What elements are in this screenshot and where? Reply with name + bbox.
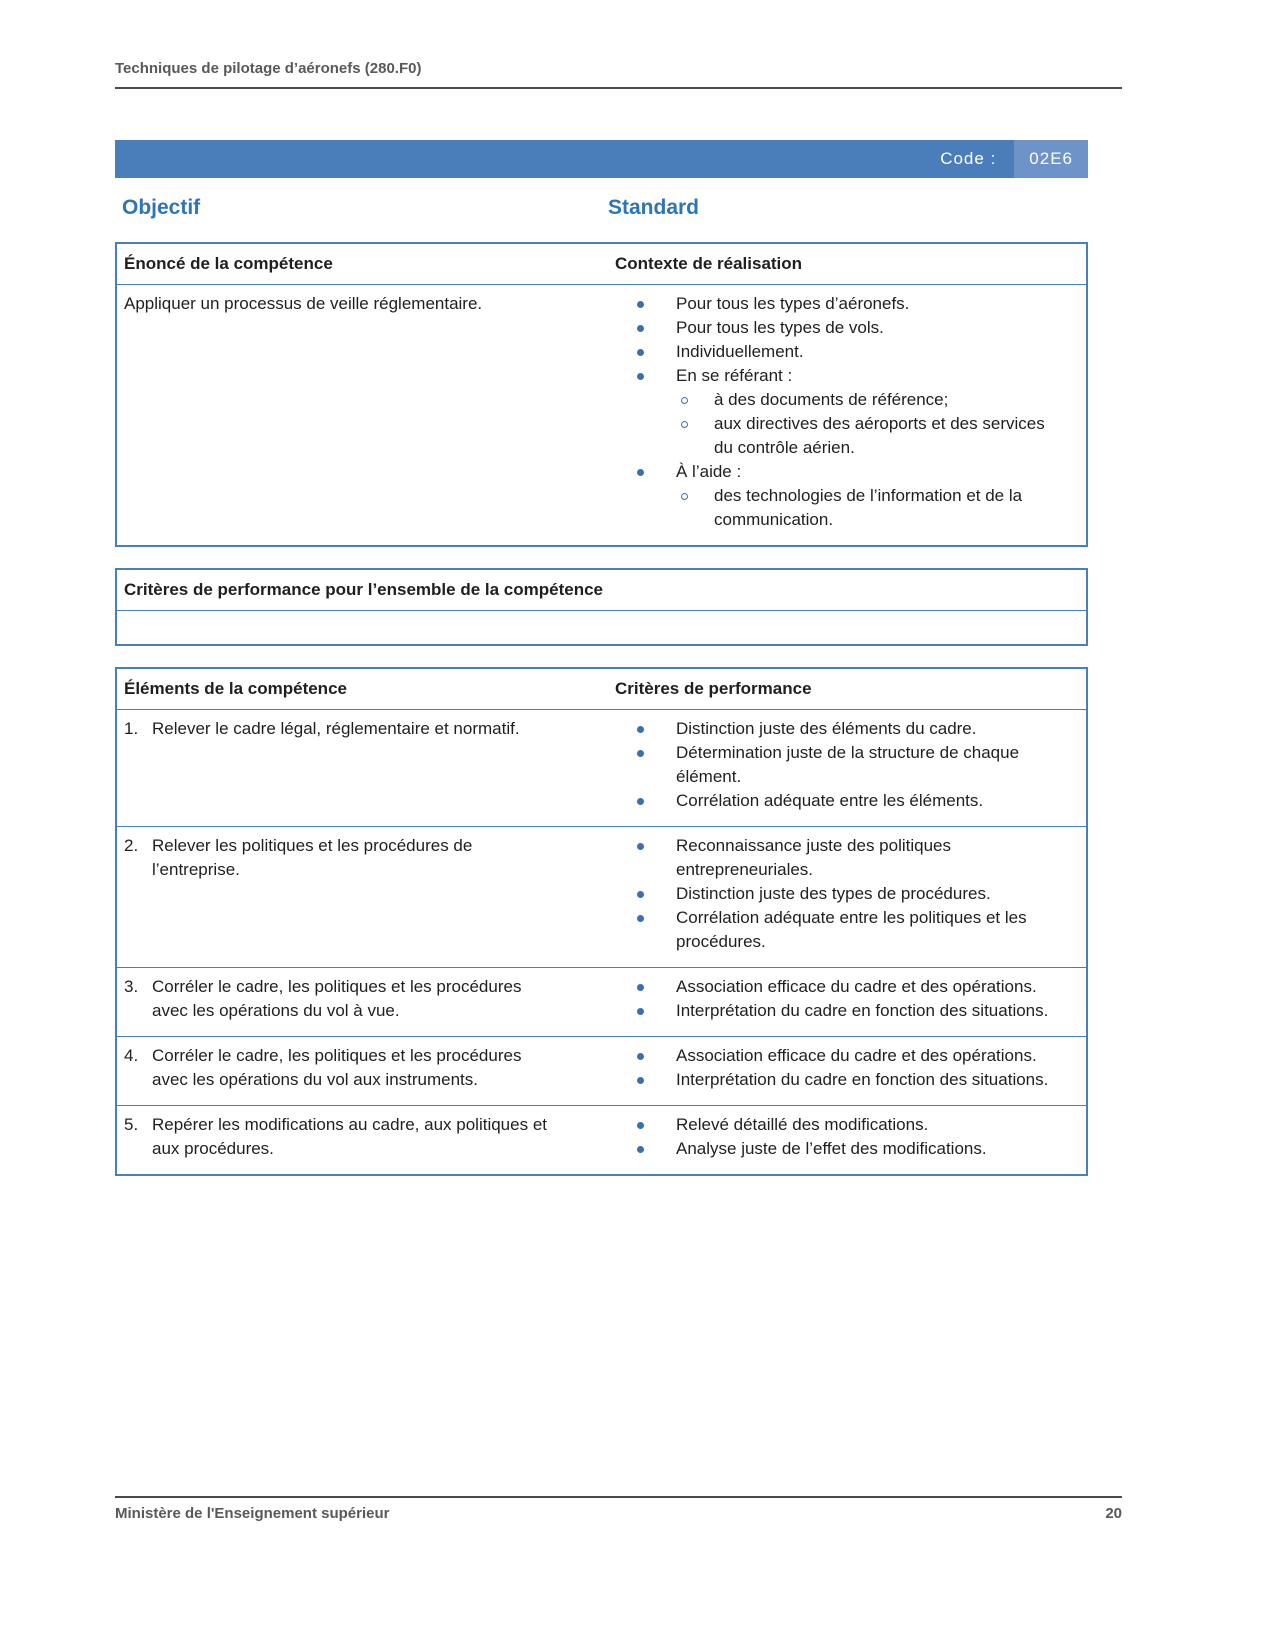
running-header [115,60,1122,89]
competence-table-header-row [117,244,1086,285]
bullet-item [608,364,1086,388]
page-content [115,0,1122,1176]
bullet-text: Interprétation du cadre en fonction des situations. [676,1001,1049,1020]
disc-bullet-icon [637,798,644,805]
bullet-item [608,741,1086,789]
item-text: Relever les politiques et les procédures de l’entreprise. [152,836,473,879]
bullet-text: aux directives des aéroports et des services du contrôle aérien. [714,414,1045,457]
sub-bullet-item [608,412,1086,460]
competence-table-left-header: Énoncé de la compétence [124,254,333,273]
disc-bullet-icon [637,469,644,476]
numbered-item [117,975,608,1023]
objectif-heading: Objectif [122,196,201,219]
bullet-text: Reconnaissance juste des politiques entrepreneuriales. [676,836,952,879]
disc-bullet-icon [637,1053,644,1060]
criteria-cell [608,834,1086,954]
criteria-cell [608,1113,1086,1161]
element-cell [117,1044,608,1092]
code-label: Code : [940,149,997,168]
bullet-item [608,789,1086,813]
bullet-text: Relevé détaillé des modifications. [676,1115,929,1134]
bullet-text: En se référant : [676,366,793,385]
elements-table-right-header: Critères de performance [615,679,812,698]
bullet-item [608,1068,1086,1092]
bullet-item [608,316,1086,340]
bullet-item [608,882,1086,906]
bullet-text: Association efficace du cadre et des opérations. [676,977,1037,996]
bullet-text: À l’aide : [676,462,742,481]
bullet-text: Association efficace du cadre et des opérations. [676,1046,1037,1065]
element-cell [117,975,608,1023]
page-footer [115,1496,1122,1523]
criteria-banner [115,568,1088,646]
element-row [117,967,1086,1036]
bullet-text: Distinction juste des éléments du cadre. [676,719,977,738]
bullet-text: des technologies de l’information et de la communication. [714,486,1023,529]
elements-table-left-header: Éléments de la compétence [124,679,347,698]
criteria-cell [608,1044,1086,1092]
competence-table-body-row [117,285,1086,545]
bullet-item [608,292,1086,316]
bullet-text: Corrélation adéquate entre les politiques et les procédures. [676,908,1027,951]
bullet-item [608,999,1086,1023]
criteria-banner-header-row [117,570,1086,611]
element-row [117,710,1086,826]
bullet-item [608,340,1086,364]
bullet-item [608,717,1086,741]
criteria-banner-empty-row [117,611,1086,644]
element-row [117,1105,1086,1174]
criteria-cell [608,717,1086,813]
elements-table [115,667,1088,1176]
criteria-cell [608,975,1086,1023]
disc-bullet-icon [637,984,644,991]
disc-bullet-icon [637,843,644,850]
element-row [117,826,1086,967]
disc-bullet-icon [637,373,644,380]
footer-ministry-label: Ministère de l'Enseignement supérieur [115,1505,390,1522]
bullet-item [608,906,1086,954]
disc-bullet-icon [637,1146,644,1153]
code-value: 02E6 [1014,140,1088,178]
numbered-item [117,717,608,741]
elements-table-header-row [117,669,1086,710]
disc-bullet-icon [637,349,644,356]
disc-bullet-icon [637,301,644,308]
item-text: Repérer les modifications au cadre, aux politiques et aux procédures. [152,1115,547,1158]
disc-bullet-icon [637,325,644,332]
disc-bullet-icon [637,1008,644,1015]
element-cell [117,834,608,954]
bullet-item [608,460,1086,484]
item-text: Corréler le cadre, les politiques et les procédures avec les opérations du vol à vue. [152,977,522,1020]
disc-bullet-icon [637,915,644,922]
bullet-item [608,1113,1086,1137]
element-cell [117,717,608,813]
standard-heading: Standard [608,196,700,219]
item-number: 4. [124,1046,139,1065]
element-row [117,1036,1086,1105]
disc-bullet-icon [637,726,644,733]
bullet-item [608,1044,1086,1068]
bullet-text: Individuellement. [676,342,804,361]
item-number: 1. [124,719,139,738]
numbered-item [117,1113,608,1161]
element-cell [117,1113,608,1161]
circle-bullet-icon [681,397,688,404]
bullet-text: Analyse juste de l’effet des modifications. [676,1139,987,1158]
disc-bullet-icon [637,1122,644,1129]
bullet-text: Détermination juste de la structure de chaque élément. [676,743,1020,786]
running-header-title: Techniques de pilotage d’aéronefs (280.F0) [115,60,422,77]
disc-bullet-icon [637,1077,644,1084]
footer-page-number: 20 [1105,1505,1122,1522]
bullet-text: Pour tous les types d’aéronefs. [676,294,910,313]
bullet-text: Pour tous les types de vols. [676,318,884,337]
sub-bullet-item [608,484,1086,532]
item-text: Corréler le cadre, les politiques et les procédures avec les opérations du vol aux instruments. [152,1046,522,1089]
bullet-item [608,1137,1086,1161]
numbered-item [117,834,608,882]
bullet-item [608,975,1086,999]
disc-bullet-icon [637,891,644,898]
context-bullet-list [608,292,1086,532]
criteria-banner-title: Critères de performance pour l’ensemble de la compétence [124,580,603,599]
competence-table [115,242,1088,547]
bullet-text: Distinction juste des types de procédures. [676,884,991,903]
item-number: 3. [124,977,139,996]
circle-bullet-icon [681,493,688,500]
item-number: 2. [124,836,139,855]
section-headings [115,195,1122,221]
disc-bullet-icon [637,750,644,757]
numbered-item [117,1044,608,1092]
elements-table-rows [117,710,1086,1174]
competence-table-right-header: Contexte de réalisation [615,254,803,273]
item-text: Relever le cadre légal, réglementaire et normatif. [152,719,520,738]
competence-statement: Appliquer un processus de veille réglementaire. [124,294,483,313]
code-banner [115,140,1088,178]
bullet-text: à des documents de référence; [714,390,949,409]
item-number: 5. [124,1115,139,1134]
bullet-text: Interprétation du cadre en fonction des situations. [676,1070,1049,1089]
bullet-text: Corrélation adéquate entre les éléments. [676,791,984,810]
bullet-item [608,834,1086,882]
sub-bullet-item [608,388,1086,412]
circle-bullet-icon [681,421,688,428]
